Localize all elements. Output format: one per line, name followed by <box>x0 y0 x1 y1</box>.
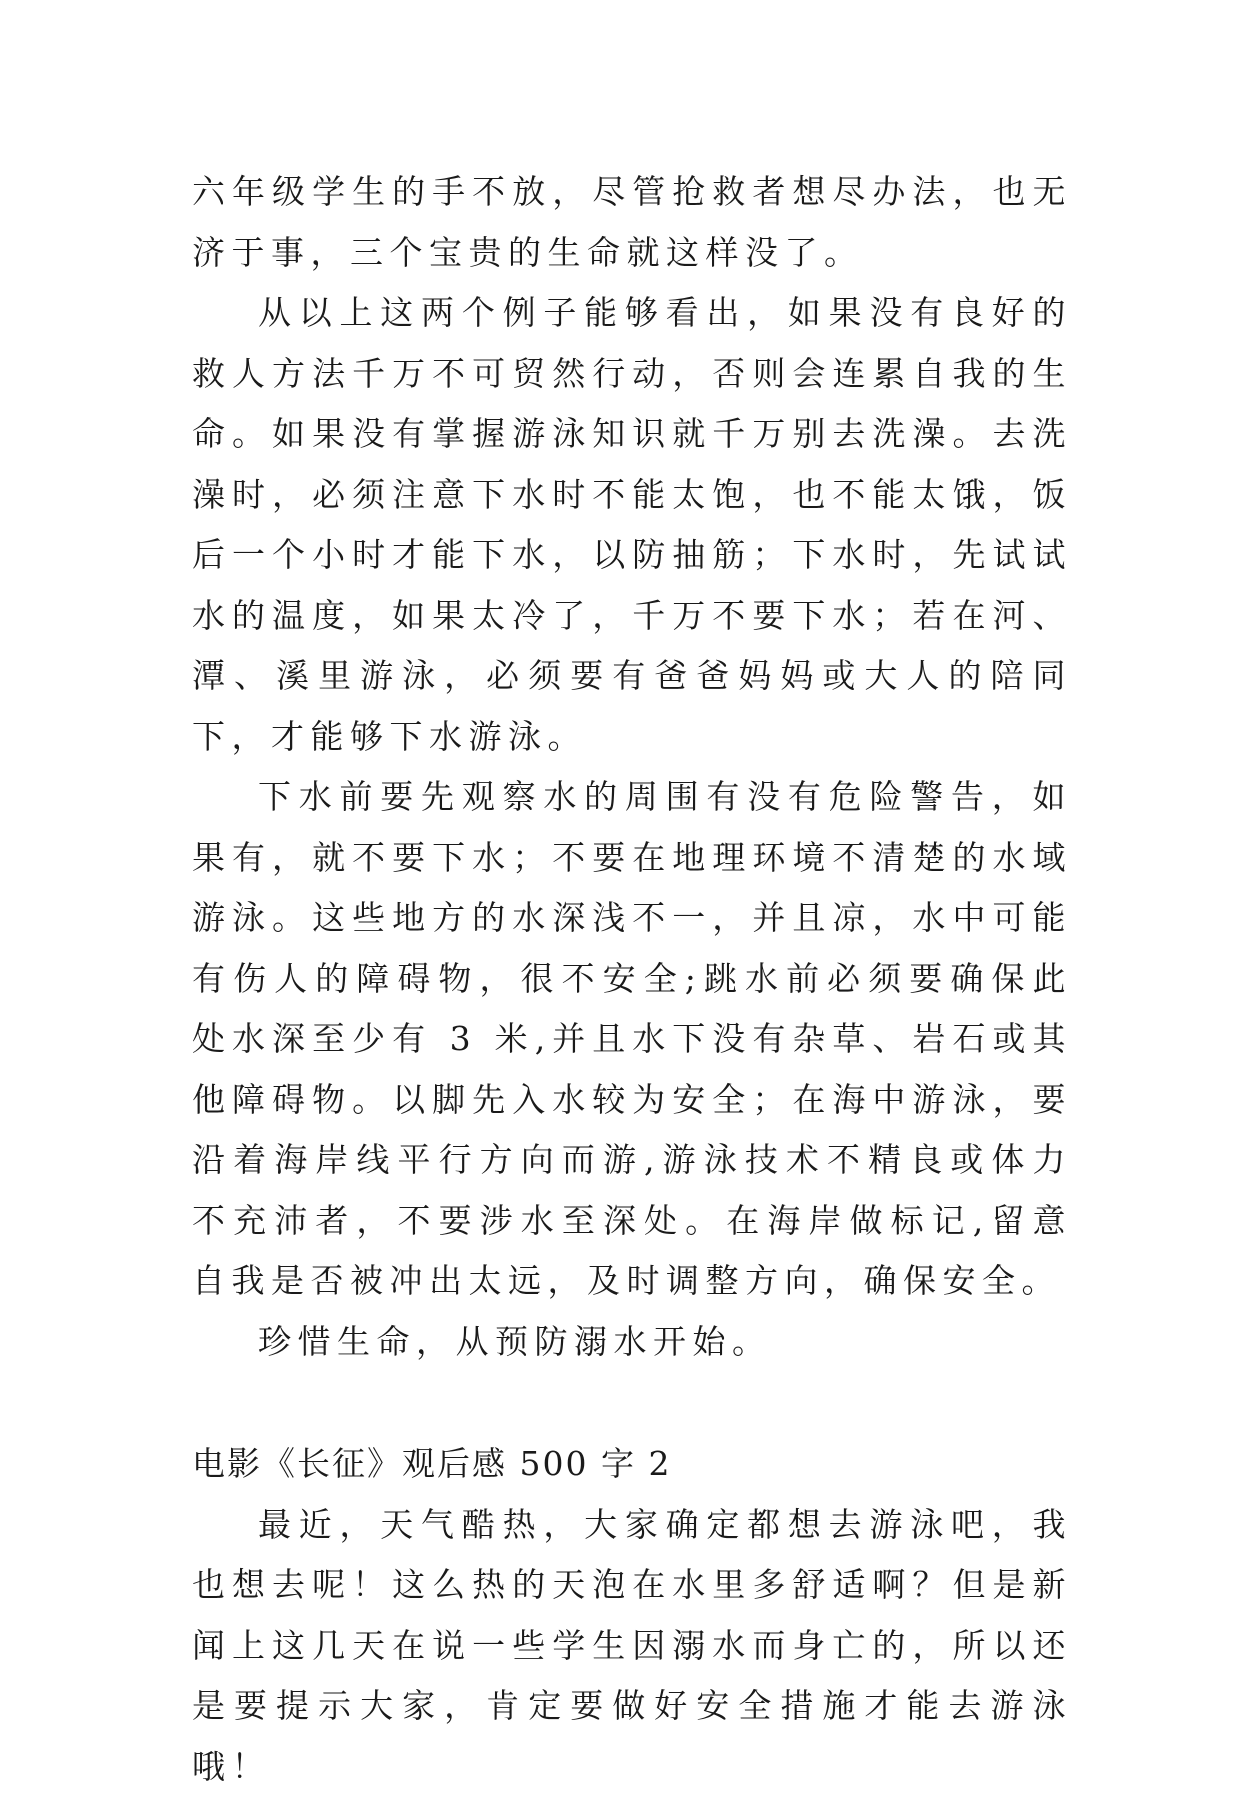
paragraph-safety-tips: 下水前要先观察水的周围有没有危险警告，如果有，就不要下水；不要在地理环境不清楚的水域游泳。这些地方的水深浅不一，并且凉，水中可能有伤人的障碍物，很不安全;跳水前必须要确保此处水深至少有 3 米,并且水下没有杂草、岩石或其他障碍物。以脚先入水较为安全；在海中游泳，要沿着海岸线平行方向而游,游泳技术不精良或体力不充沛者，不要涉水至深处。在海岸做标记,留意自我是否被冲出太远，及时调整方向，确保安全。 <box>192 767 1072 1312</box>
paragraph-intro: 最近，天气酷热，大家确定都想去游泳吧，我也想去呢！这么热的天泡在水里多舒适啊？但是新闻上这几天在说一些学生因溺水而身亡的，所以还是要提示大家，肯定要做好安全措施才能去游泳哦！ <box>192 1495 1072 1797</box>
document-body <box>192 162 1072 1797</box>
paragraph-closing: 珍惜生命，从预防溺水开始。 <box>192 1312 1072 1373</box>
paragraph-continued: 六年级学生的手不放，尽管抢救者想尽办法，也无济于事，三个宝贵的生命就这样没了。 <box>192 162 1072 283</box>
section-heading: 电影《长征》观后感 500 字 2 <box>192 1434 1072 1495</box>
paragraph-rescue-methods: 从以上这两个例子能够看出，如果没有良好的救人方法千万不可贸然行动，否则会连累自我的生命。如果没有掌握游泳知识就千万别去洗澡。去洗澡时，必须注意下水时不能太饱，也不能太饿，饭后一个小时才能下水，以防抽筋；下水时，先试试水的温度，如果太冷了，千万不要下水；若在河、潭、溪里游泳，必须要有爸爸妈妈或大人的陪同下，才能够下水游泳。 <box>192 283 1072 767</box>
